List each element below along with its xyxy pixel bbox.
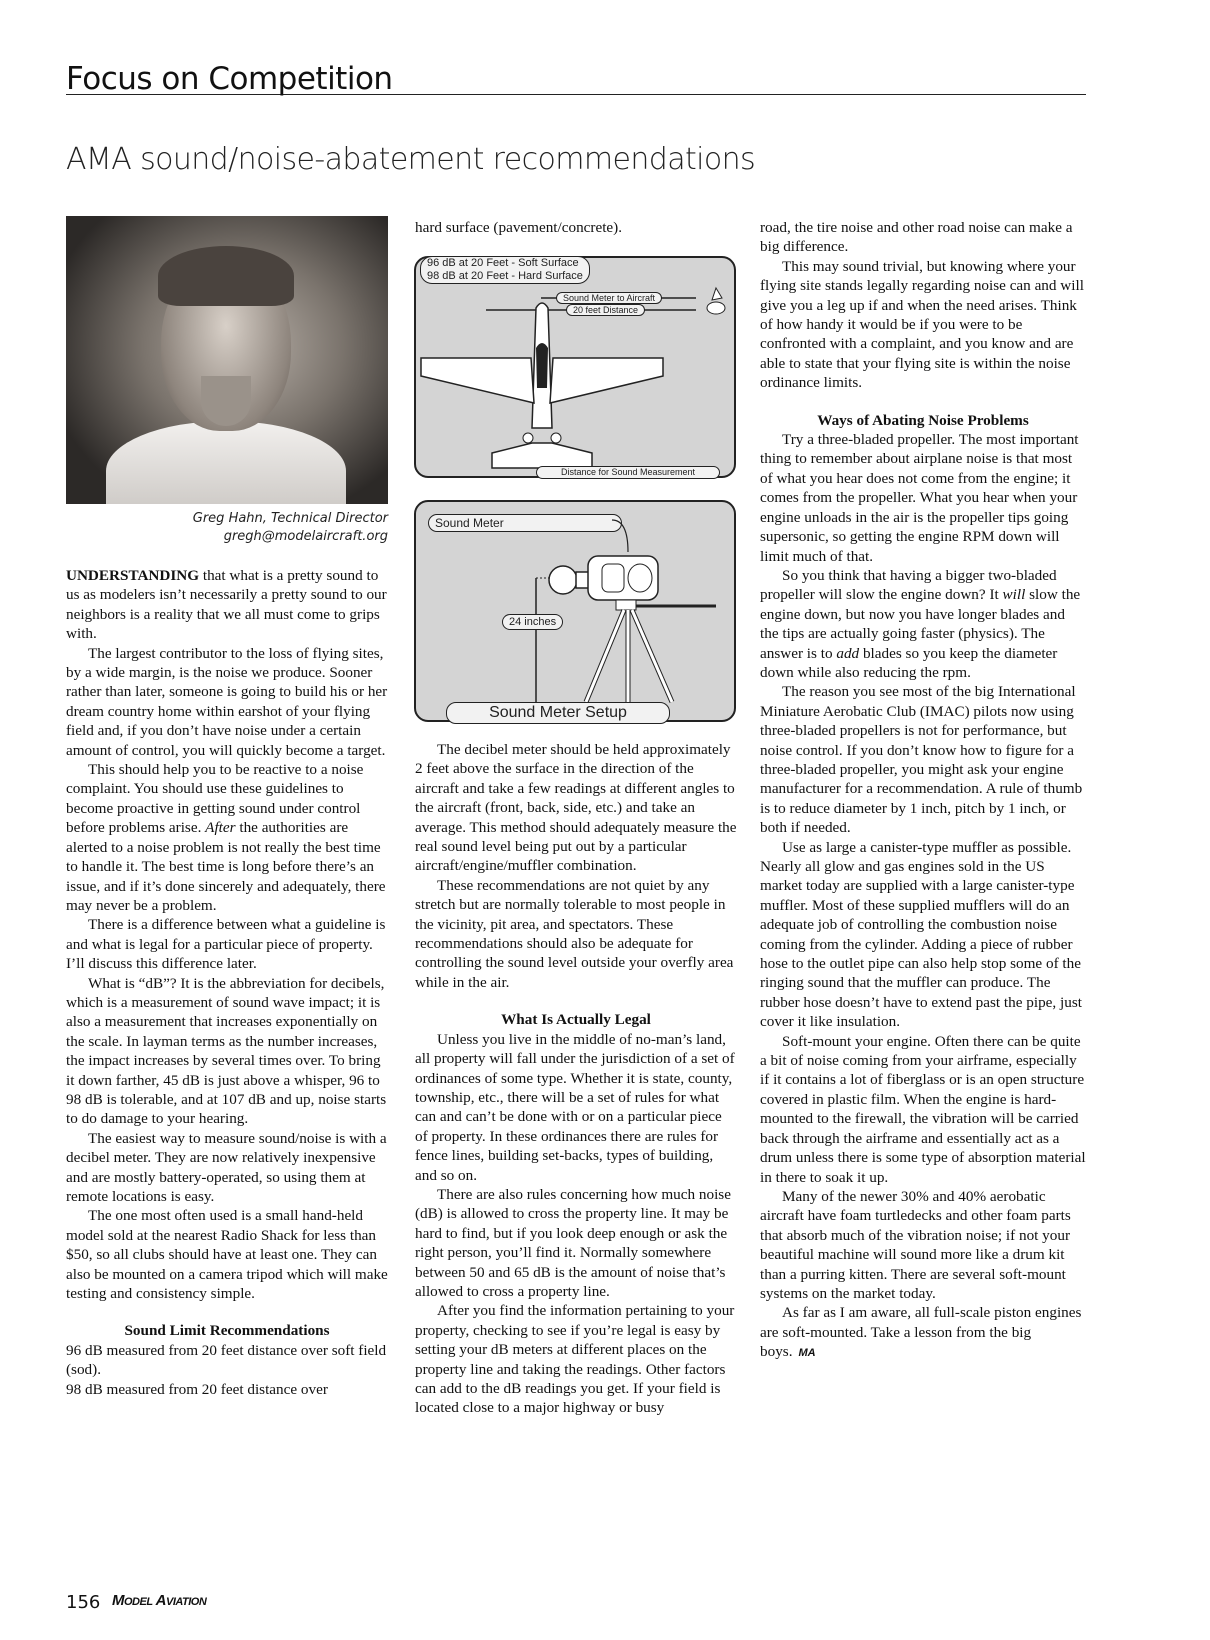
paragraph: The easiest way to measure sound/noise is with a decibel meter. They are now relatively inexpensive and are mostly battery-operated, so using them at remote locations is easy. [66,1129,387,1205]
paragraph: The largest contributor to the loss of flying sites, by a wide margin, is the noise we produce. Sooner rather than later, someone is going to build his or her dream country home within earshot of your flying field and, if you don’t have noise under a certain amount of control, you will quickly become a target. [66,644,388,759]
arrow-label-distance: 20 feet Distance [566,304,645,316]
end-mark: MA [798,1347,816,1360]
photo-hair [158,246,294,306]
column-2 [415,218,737,237]
paragraph: road, the tire noise and other road noise can make a big difference. [760,219,1073,256]
arrow-label-sound-meter: Sound Meter to Aircraft [556,292,662,304]
subheading-abating: Ways of Abating Noise Problems [817,411,1029,429]
paragraph: Many of the newer 30% and 40% aerobatic aircraft have foam turtledecks and other foam parts that absorb much of the vibration noise; if not your beautiful machine will sound more like a drum kit than a purring kitten. There are several soft-mount systems on the market today. [760,1187,1071,1302]
paragraph: Try a three-bladed propeller. The most important thing to remember about airplane noise is that most of what you hear does not come from the engine; it comes from the propeller. What you hear when your engine unloads in the air is the propeller tips going supersonic, so getting the engine RPM down will limit much of that. [760,431,1079,565]
photo-caption [66,510,388,546]
paragraph: What is “dB”? It is the abbreviation for decibels, which is a measurement of sound wave impact; it is also a measurement that increases exponentially on the scale. In layman terms as the number increases, the impact increases by several times over. To bring it down farther, 45 dB is just above a whisper, 96 to 98 dB is tolerable, and at 107 dB and up, noise starts to do damage to your hearing. [66,974,387,1128]
lead-word: UNDERSTANDING [66,567,200,584]
sound-meter-diagram [414,500,736,722]
aircraft-icon [416,258,734,476]
paragraph: Unless you live in the middle of no-man’s land, all property will fall under the jurisdiction of a set of ordinances of some type. Whether it is state, county, township, etc., there will be a set of rules for what can and can’t be done with or on a particular piece of property. In these ordinances there are rules for fence lines, building set-backs, types of building, and so on. [415,1030,735,1184]
photo-beard [201,376,251,426]
sound-meter-label: Sound Meter [428,514,622,532]
paragraph: This should help you to be reactive to a noise complaint. You should use these guidelines to become proactive in getting sound under control before problems arise. After the authorities are alerted to a noise problem is not really the best time to handle it. The best time is long before there’s an issue, and if it’s done sincerely and adequately, there may never be a problem. [66,761,386,914]
paragraph: The decibel meter should be held approximately 2 feet above the surface in the direction of the aircraft and take a few readings at different angles to the aircraft (front, back, side, etc.) and take an average. This method should adequately measure the real sound level being put out by a particular aircraft/engine/muffler combination. [415,741,737,875]
paragraph: The one most often used is a small hand-held model sold at the nearest Radio Shack for less than $50, so all clubs should have at least one. They can also be mounted on a camera tripod which will make testing and consistency simple. [66,1207,388,1303]
paragraph: So you think that having a bigger two-bladed propeller will slow the engine down? It will slow the engine down, but now you have longer blades and the tips are actually going faster (physics). The answer is to add blades so you keep the diameter down while also reducing the rpm. [760,566,1081,681]
subheading-legal: What Is Actually Legal [501,1011,651,1029]
magazine-name: Model Aviation [112,1592,207,1609]
caption-email: gregh@modelaircraft.org [223,529,388,544]
paragraph: As far as I am aware, all full-scale piston engines are soft-mounted. Take a lesson from the big boys. MA [760,1304,1082,1361]
db-label: 96 dB at 20 Feet - Soft Surface 98 dB at 20 Feet - Hard Surface [420,256,590,284]
lead-paragraph: UNDERSTANDING that what is a pretty sound to us as modelers isn’t necessarily a pretty sound to our neighbors is a reality that we all must come to grips with. [66,567,387,643]
subheading-sound-limits: Sound Limit Recommendations [124,1322,330,1340]
paragraph: Use as large a canister-type muffler as possible. Nearly all glow and gas engines sold in the US market today are supplied with a large canister-type muffler. Most of these supplied mufflers will do an adequate job of controlling the combustion noise coming from the cylinder. Adding a piece of rubber hose to the outlet pipe can also help stop some of the ringing sound that the muffler can produce. The rubber hose doesn’t have to extend past the pipe, just cover it like insulation. [760,838,1082,1031]
paragraph: There are also rules concerning how much noise (dB) is allowed to cross the property line. It may be hard to find, but if you look deep enough or ask the right person, you’ll find it. Normally somewhere between 50 and 65 dB is the amount of noise that’s allowed to cross a property line. [415,1185,731,1300]
paragraph: After you find the information pertaining to your property, checking to see if you’re legal is easy by setting your dB meters at different places on the property line and taking the readings. Other factors can add to the dB readings you get. If your field is located close to a major highway or busy [415,1302,735,1417]
author-photo [66,216,388,504]
photo-collar [106,421,346,504]
column-2-continued [415,740,737,1418]
tripod-meter-icon [416,502,734,720]
paragraph: hard surface (pavement/concrete). [415,219,623,236]
page-number: 156 [66,1592,101,1613]
column-1 [66,566,388,1399]
article-title: AMA sound/noise-abatement recommendations [66,142,756,177]
column-3 [760,218,1086,1364]
section-title: Focus on Competition [66,61,393,97]
paragraph: This may sound trivial, but knowing where your flying site stands legally regarding noise can and will give you a leg up if and when the need arises. Think of how handy it would be if you were to be confronted with a complaint, and you know and are able to state that your flying site is within the noise ordinance limits. [760,257,1084,392]
recommendation: 98 dB measured from 20 feet distance over [66,1380,328,1398]
paragraph: These recommendations are not quiet by any stretch but are normally tolerable to most people in the vicinity, pit area, and spectators. These recommendations should also be adequate for controlling the sound level outside your overfly area while in the air. [415,876,734,991]
caption-name: Greg Hahn, Technical Director [192,511,388,526]
figure-title: Sound Meter Setup [446,702,670,724]
section-header [66,54,1086,95]
paragraph: Soft-mount your engine. Often there can be quite a bit of noise coming from your airframe, especially if it contains a lot of fiberglass or is an open structure covered in plastic film. When the engine is hard-mounted to the firewall, the vibration will be carried back through the airframe and essentially act as a drum unless there is some type of absorption material in there to soak it up. [760,1032,1086,1186]
height-label: 24 inches [502,614,563,630]
paragraph: There is a difference between what a guideline is and what is legal for a particular piece of property. I’ll discuss this difference later. [66,916,386,973]
paragraph: The reason you see most of the big International Miniature Aerobatic Club (IMAC) pilots now using three-bladed propellers is not for performance, but noise control. If you don’t know how to figure for a three-bladed propeller, you might ask your engine manufacturer for a recommendation. A rule of thumb is to reduce diameter by 1 inch, pitch by 1 inch, or both if needed. [760,683,1083,837]
recommendation: 96 dB measured from 20 feet distance over soft field (sod). [66,1341,387,1379]
aircraft-diagram [414,256,736,478]
distance-label: Distance for Sound Measurement [536,466,720,479]
